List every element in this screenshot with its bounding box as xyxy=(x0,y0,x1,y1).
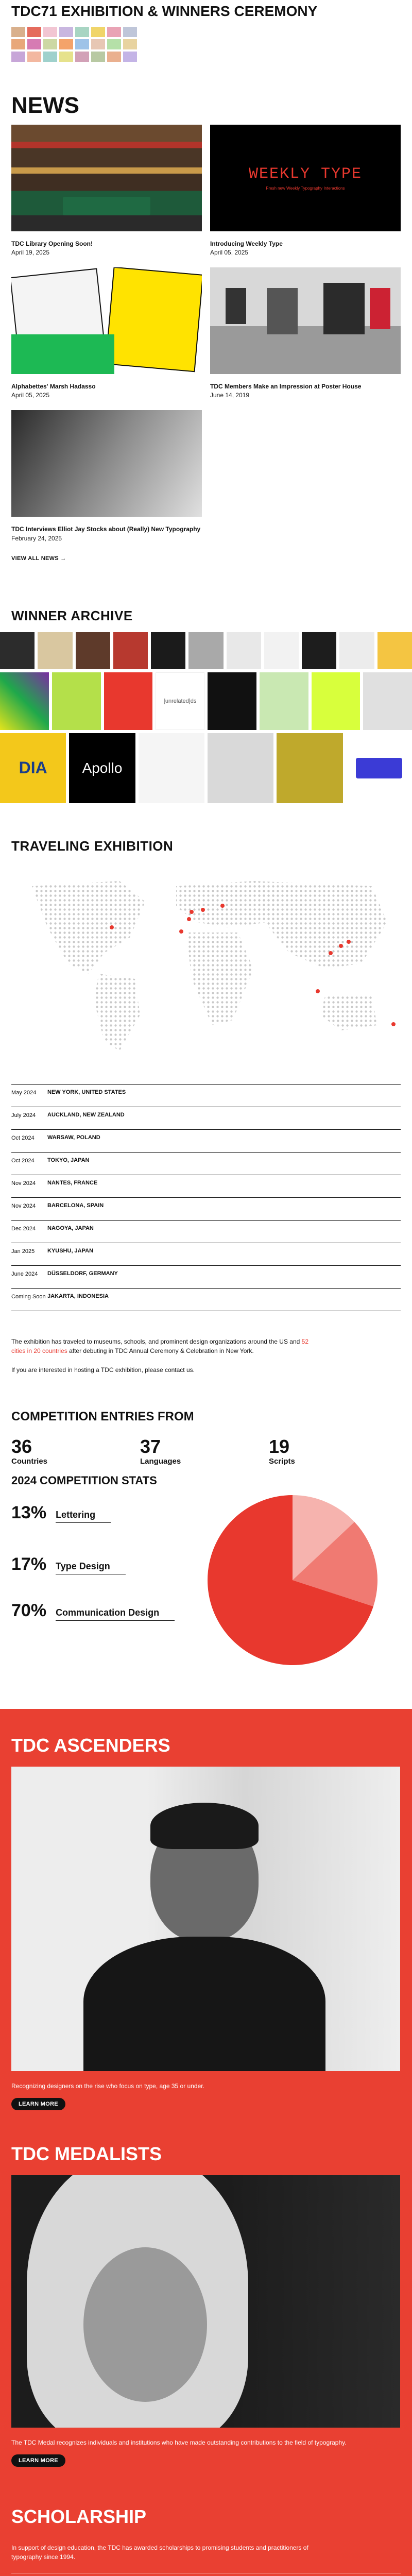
city-row xyxy=(11,1130,401,1153)
count-number: 36 xyxy=(11,1436,32,1458)
ascender-portrait xyxy=(11,1767,400,2071)
traveling-description xyxy=(11,1337,320,1356)
city-date: June 2024 xyxy=(11,1270,38,1277)
thumb[interactable] xyxy=(91,52,105,62)
thumb[interactable] xyxy=(43,27,57,37)
news-image[interactable] xyxy=(210,125,401,231)
map-marker[interactable] xyxy=(220,904,225,908)
city-date: Coming Soon xyxy=(11,1293,46,1300)
thumb[interactable] xyxy=(91,27,105,37)
news-card[interactable] xyxy=(11,267,202,399)
medalists-learn-more-button[interactable]: LEARN MORE xyxy=(11,2454,65,2467)
traveling-text: The exhibition has traveled to museums, schools, and prominent design organizations around the US and xyxy=(11,1337,302,1345)
host-contact-text[interactable]: If you are interested in hosting a TDC exhibition, please contact us. xyxy=(11,1366,195,1374)
medalists-heading: TDC MEDALISTS xyxy=(11,2143,162,2165)
map-marker[interactable] xyxy=(179,929,183,934)
scholarship-intro: In support of design education, the TDC has awarded scholarships to promising students and practitioners of typography since 1994. xyxy=(11,2544,308,2561)
news-grid xyxy=(11,125,401,542)
count-countries xyxy=(11,1437,140,1466)
city-name: BARCELONA, SPAIN xyxy=(47,1202,104,1209)
world-map-svg xyxy=(11,866,401,1061)
thumb[interactable] xyxy=(75,52,89,62)
city-date: Oct 2024 xyxy=(11,1157,35,1164)
city-row xyxy=(11,1221,401,1243)
count-number: 37 xyxy=(140,1436,161,1458)
archive-item[interactable] xyxy=(208,733,273,803)
thumb[interactable] xyxy=(27,39,41,49)
stat-label: Type Design xyxy=(56,1561,126,1574)
city-date: Dec 2024 xyxy=(11,1225,36,1232)
competition-heading: COMPETITION ENTRIES FROM xyxy=(11,1410,194,1424)
archive-item[interactable] xyxy=(264,632,299,669)
archive-item[interactable] xyxy=(363,672,412,730)
map-marker[interactable] xyxy=(316,989,320,993)
thumb[interactable] xyxy=(123,27,137,37)
stats-heading: 2024 COMPETITION STATS xyxy=(11,1474,157,1487)
thumb[interactable] xyxy=(59,52,73,62)
ascenders-heading: TDC ASCENDERS xyxy=(11,1735,170,1756)
count-scripts xyxy=(269,1437,398,1466)
archive-item[interactable] xyxy=(38,632,72,669)
city-name: WARSAW, POLAND xyxy=(47,1134,100,1141)
map-marker[interactable] xyxy=(187,917,191,921)
thumb[interactable] xyxy=(107,39,121,49)
stat-percent: 17% xyxy=(11,1554,47,1574)
news-image[interactable] xyxy=(11,267,202,374)
news-date: April 19, 2025 xyxy=(11,249,50,257)
news-title[interactable]: TDC Library Opening Soon! xyxy=(11,240,93,247)
thumb[interactable] xyxy=(11,27,25,37)
city-date: Jan 2025 xyxy=(11,1248,35,1255)
news-heading: NEWS xyxy=(11,93,79,118)
traveling-heading: TRAVELING EXHIBITION xyxy=(11,838,174,854)
map-marker[interactable] xyxy=(201,908,205,912)
city-row xyxy=(11,1175,401,1198)
news-image[interactable] xyxy=(11,410,202,517)
archive-item[interactable]: DIA xyxy=(0,733,66,803)
city-row xyxy=(11,1266,401,1289)
archive-item[interactable] xyxy=(139,733,204,803)
ascenders-caption: Recognizing designers on the rise who focus on type, age 35 or under. xyxy=(11,2082,204,2090)
thumb[interactable] xyxy=(59,39,73,49)
archive-row xyxy=(0,733,412,803)
news-title[interactable]: Alphabettes' Marsh Hadasso xyxy=(11,383,96,391)
traveling-text: after debuting in TDC Annual Ceremony & Celebration in New York. xyxy=(67,1347,254,1355)
stats-chart xyxy=(11,1493,401,1668)
archive-item[interactable] xyxy=(302,632,336,669)
news-card[interactable] xyxy=(11,410,202,541)
archive-item[interactable] xyxy=(113,632,148,669)
city-name: TOKYO, JAPAN xyxy=(47,1157,90,1163)
thumb[interactable] xyxy=(107,27,121,37)
weekly-type-image-subtitle: Fresh new Weekly Typography Interactions xyxy=(266,186,345,191)
thumb[interactable] xyxy=(75,27,89,37)
archive-item[interactable] xyxy=(208,672,256,730)
thumb[interactable] xyxy=(107,52,121,62)
archive-item[interactable] xyxy=(52,672,101,730)
news-title[interactable]: TDC Members Make an Impression at Poster House xyxy=(210,383,362,391)
thumb[interactable] xyxy=(123,39,137,49)
city-date: Nov 2024 xyxy=(11,1180,36,1187)
stat-lettering xyxy=(11,1503,111,1523)
city-row xyxy=(11,1198,401,1221)
city-name: NANTES, FRANCE xyxy=(47,1179,98,1186)
news-title[interactable]: Introducing Weekly Type xyxy=(210,240,283,247)
traveling-highlight[interactable]: 52 cities in 20 countries xyxy=(11,1337,309,1355)
city-name: NEW YORK, UNITED STATES xyxy=(47,1089,126,1095)
scholarship-list xyxy=(11,2573,401,2576)
count-label: Scripts xyxy=(269,1457,295,1466)
view-all-news-link[interactable]: VIEW ALL NEWS → xyxy=(11,555,66,562)
city-row xyxy=(11,1243,401,1266)
city-name: JAKARTA, INDONESIA xyxy=(47,1293,109,1299)
count-languages xyxy=(140,1437,269,1466)
news-date: April 05, 2025 xyxy=(210,249,249,257)
archive-heading: WINNER ARCHIVE xyxy=(11,607,133,623)
archive-item[interactable]: Apollo xyxy=(69,733,135,803)
archive-item[interactable] xyxy=(151,632,185,669)
city-row xyxy=(11,1153,401,1175)
city-name: NAGOYA, JAPAN xyxy=(47,1225,94,1231)
medalist-portrait xyxy=(11,2175,400,2428)
world-map xyxy=(11,866,401,1061)
city-row xyxy=(11,1084,401,1107)
thumb[interactable] xyxy=(91,39,105,49)
archive-row xyxy=(0,672,412,730)
stat-label: Communication Design xyxy=(56,1607,175,1621)
city-name: KYUSHU, JAPAN xyxy=(47,1247,94,1254)
map-marker[interactable] xyxy=(110,925,114,929)
page-title: TDC71 EXHIBITION & WINNERS CEREMONY xyxy=(11,3,318,19)
stats-pie xyxy=(205,1493,380,1668)
news-card[interactable] xyxy=(210,267,401,399)
news-image[interactable] xyxy=(210,267,401,374)
archive-item[interactable] xyxy=(0,632,35,669)
archive-item[interactable] xyxy=(227,632,261,669)
stat-percent: 70% xyxy=(11,1601,47,1621)
news-title[interactable]: TDC Interviews Elliot Jay Stocks about (Really) New Typography xyxy=(11,526,201,533)
city-row xyxy=(11,1289,401,1311)
archive-row xyxy=(0,632,412,669)
medalists-caption: The TDC Medal recognizes individuals and institutions who have made outstanding contributions to the field of typography. xyxy=(11,2439,347,2447)
news-date: April 05, 2025 xyxy=(11,392,50,399)
stat-label: Lettering xyxy=(56,1510,111,1523)
city-name: DÜSSELDORF, GERMANY xyxy=(47,1270,118,1277)
thumb[interactable] xyxy=(11,52,25,62)
archive-item[interactable] xyxy=(312,672,360,730)
thumb[interactable] xyxy=(123,52,137,62)
archive-item[interactable] xyxy=(0,672,49,730)
scholarship-item[interactable] xyxy=(11,2573,401,2576)
news-card[interactable] xyxy=(210,125,401,256)
ceremony-thumbnails[interactable] xyxy=(11,27,135,62)
weekly-type-image-title: WEEKLY TYPE xyxy=(248,165,363,183)
city-list xyxy=(11,1084,401,1311)
count-label: Languages xyxy=(140,1457,181,1466)
city-date: July 2024 xyxy=(11,1112,36,1118)
map-marker[interactable] xyxy=(391,1022,396,1026)
archive-item[interactable] xyxy=(104,672,153,730)
thumb[interactable] xyxy=(43,39,57,49)
stat-percent: 13% xyxy=(11,1503,47,1523)
city-date: Nov 2024 xyxy=(11,1202,36,1209)
ascenders-learn-more-button[interactable]: LEARN MORE xyxy=(11,2098,65,2110)
archive-item[interactable] xyxy=(377,632,412,669)
thumb[interactable] xyxy=(27,52,41,62)
city-row xyxy=(11,1107,401,1130)
city-date: Oct 2024 xyxy=(11,1134,35,1141)
news-date: June 14, 2019 xyxy=(210,392,250,399)
map-marker[interactable] xyxy=(190,910,194,914)
map-marker[interactable] xyxy=(347,940,351,944)
archive-item[interactable] xyxy=(76,632,110,669)
thumb[interactable] xyxy=(75,39,89,49)
archive-item[interactable] xyxy=(260,672,308,730)
archive-item[interactable] xyxy=(277,733,342,803)
city-date: May 2024 xyxy=(11,1089,37,1096)
stat-type-design xyxy=(11,1554,126,1574)
thumb[interactable] xyxy=(11,39,25,49)
thumb[interactable] xyxy=(59,27,73,37)
archive-item[interactable]: [unrelated]ds xyxy=(156,672,204,730)
thumb[interactable] xyxy=(27,27,41,37)
count-label: Countries xyxy=(11,1457,48,1466)
news-date: February 24, 2025 xyxy=(11,534,62,542)
archive-item[interactable] xyxy=(188,632,223,669)
map-marker[interactable] xyxy=(329,951,333,955)
archive-item[interactable] xyxy=(346,733,412,803)
ascenders-section xyxy=(0,1709,412,2576)
stat-communication-design xyxy=(11,1601,175,1621)
competition-counts xyxy=(11,1437,401,1466)
news-card[interactable] xyxy=(11,125,202,256)
count-number: 19 xyxy=(269,1436,290,1458)
archive-item[interactable] xyxy=(339,632,374,669)
news-image[interactable] xyxy=(11,125,202,231)
city-name: AUCKLAND, NEW ZEALAND xyxy=(47,1111,125,1118)
thumb[interactable] xyxy=(43,52,57,62)
scholarship-heading: SCHOLARSHIP xyxy=(11,2506,147,2528)
map-marker[interactable] xyxy=(339,944,343,948)
